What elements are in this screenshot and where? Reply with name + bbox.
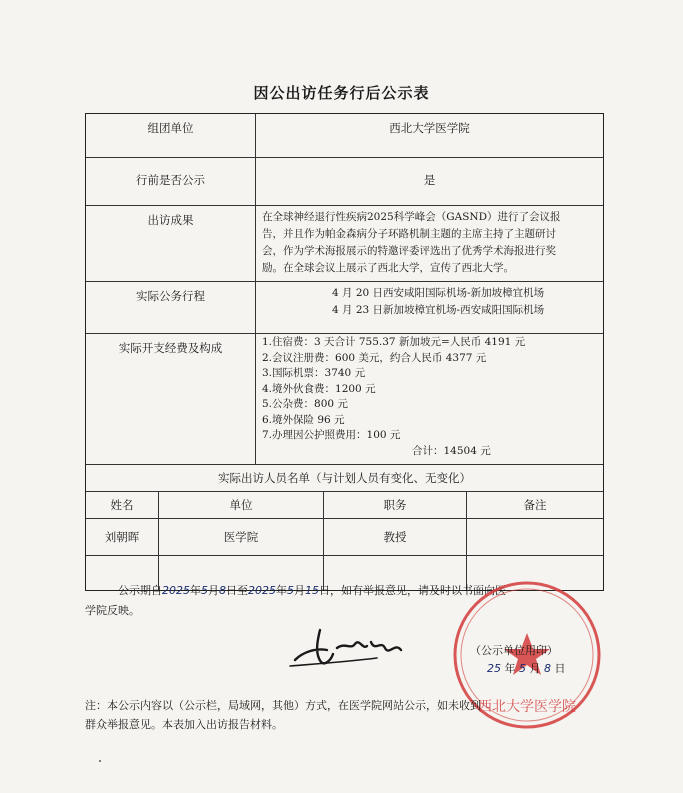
notice-end-year: 2025 xyxy=(248,584,276,597)
itinerary-line: 4 月 20 日西安咸阳国际机场-新加坡樟宜机场 xyxy=(332,287,545,299)
column-header-unit: 单位 xyxy=(159,492,324,518)
person-remark xyxy=(467,519,603,555)
notice-line-2: 学院反映。 xyxy=(85,604,140,617)
expense-total: 合计：14504 元 xyxy=(412,444,491,457)
notice-start-year: 2025 xyxy=(162,584,190,597)
value-unit: 西北大学医学院 xyxy=(389,121,470,135)
expense-line: 3.国际机票：3740 元 xyxy=(262,367,366,379)
seal-date: 25 年 5 月 8 日 xyxy=(487,662,566,675)
row-result xyxy=(86,206,603,282)
notice-end-month: 5 xyxy=(287,584,294,597)
personnel-header-row xyxy=(86,492,603,519)
notice-line-1: 公示期自2025年5月8日至2025年5月15日，如有举报意见，请及时以书面向医 xyxy=(118,584,506,597)
label-public: 行前是否公示 xyxy=(86,158,256,205)
value-result xyxy=(256,206,603,281)
expense-line: 4.境外伙食费：1200 元 xyxy=(262,382,376,395)
notice-start-month: 5 xyxy=(201,584,208,597)
value-expense xyxy=(256,334,603,464)
notice-prefix: 公示期自 xyxy=(118,584,162,597)
label-unit: 组团单位 xyxy=(86,114,256,157)
row-unit xyxy=(86,114,603,158)
value-itinerary xyxy=(256,282,603,333)
expense-line: 7.办理因公护照费用：100 元 xyxy=(262,429,401,441)
table-row xyxy=(86,519,603,556)
column-header-title: 职务 xyxy=(324,492,467,518)
scan-speck xyxy=(99,760,101,762)
value-public: 是 xyxy=(423,173,436,187)
signature-image xyxy=(285,620,415,675)
document-title: 因公出访任务行后公示表 xyxy=(253,84,430,102)
seal-day: 8 xyxy=(544,662,551,675)
person-name: 刘朝晖 xyxy=(86,519,159,555)
column-header-name: 姓名 xyxy=(86,492,159,518)
notice-suffix: 日，如有举报意见，请及时以书面向医 xyxy=(319,584,506,597)
seal-text: 西北大学医学院 xyxy=(478,699,576,715)
expense-line: 1.住宿费：3 天合计 755.37 新加坡元=人民币 4191 元 xyxy=(262,336,526,348)
expense-line: 5.公杂费：800 元 xyxy=(262,398,348,410)
result-line: 告，并且作为帕金森病分子环路机制主题的主席主持了主题研讨 xyxy=(262,228,556,240)
row-expense xyxy=(86,334,603,465)
label-result: 出访成果 xyxy=(86,206,256,281)
notice-start-day: 8 xyxy=(219,584,226,597)
label-expense: 实际开支经费及构成 xyxy=(86,334,256,464)
result-line: 励。在全球会议上展示了西北大学，宣传了西北大学。 xyxy=(262,262,514,274)
result-line: 在全球神经退行性疾病2025科学峰会（GASND）进行了会议报 xyxy=(262,211,561,223)
person-title: 教授 xyxy=(324,519,467,555)
label-itinerary: 实际公务行程 xyxy=(86,282,256,333)
personnel-heading: 实际出访人员名单（与计划人员有变化、无变化） xyxy=(86,465,603,492)
column-header-remark: 备注 xyxy=(523,498,547,512)
itinerary-line: 4 月 23 日新加坡樟宜机场-西安咸阳国际机场 xyxy=(332,304,545,316)
row-public xyxy=(86,158,603,206)
publicity-table xyxy=(85,113,604,591)
person-unit: 医学院 xyxy=(159,519,324,555)
notice-end-day: 15 xyxy=(305,584,319,597)
seal-year: 25 xyxy=(487,662,501,675)
expense-line: 6.境外保险 96 元 xyxy=(262,413,345,426)
seal-label: （公示单位用印） xyxy=(470,644,558,657)
notice-mid: 日至 xyxy=(226,584,248,597)
footnote-line-2: 群众举报意见。本表加入出访报告材料。 xyxy=(85,718,283,731)
footnote-line-1: 注：本公示内容以（公示栏，局域网，其他）方式，在医学院网站公示，如未收到 xyxy=(85,699,481,712)
expense-line: 2.会议注册费：600 美元，约合人民币 4377 元 xyxy=(262,351,487,364)
row-itinerary xyxy=(86,282,603,334)
result-line: 会，作为学术海报展示的特邀评委评选出了优秀学术海报进行奖 xyxy=(262,245,556,257)
seal-month: 5 xyxy=(519,662,526,675)
